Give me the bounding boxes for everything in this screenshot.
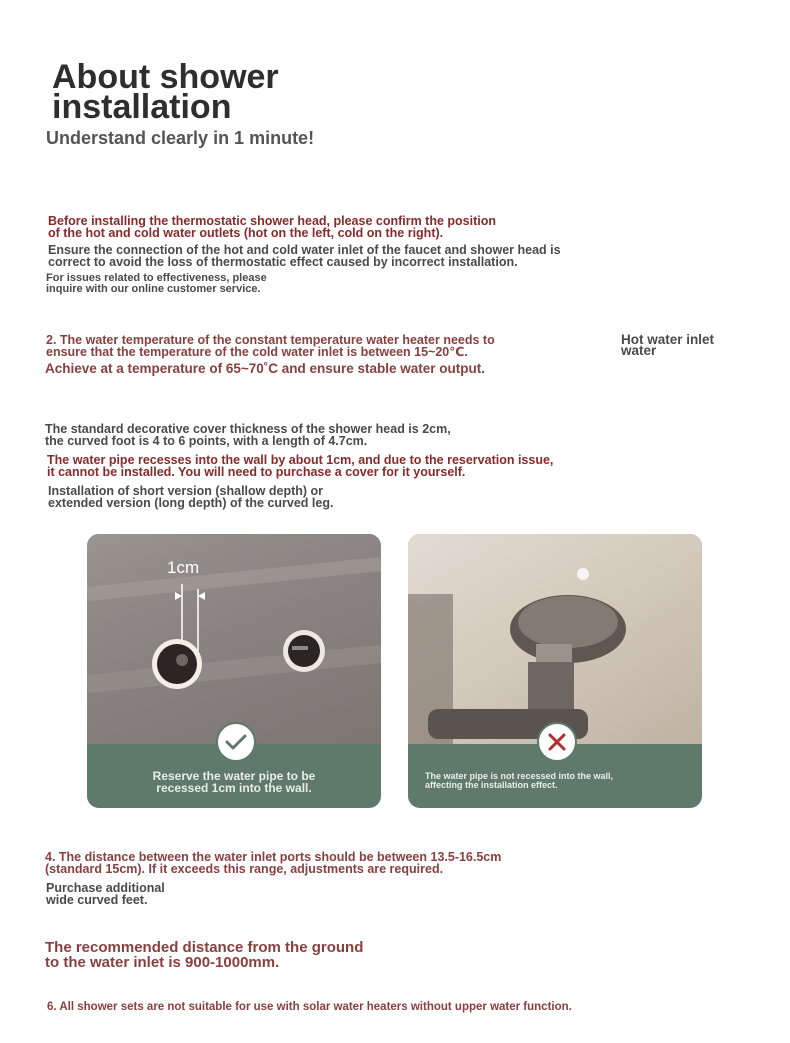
recessed-pipe-illustration xyxy=(87,534,381,744)
page-subtitle: Understand clearly in 1 minute! xyxy=(46,128,315,148)
correct-installation-caption: Reserve the water pipe to be recessed 1cm into the wall. xyxy=(152,769,316,795)
connection-note: Ensure the connection of the hot and cold water inlet of the faucet and shower head is correct to avoid the loss of thermostatic effect caused by incorrect installation. xyxy=(48,243,561,269)
check-icon xyxy=(216,722,256,762)
protruding-pipe-illustration xyxy=(408,534,702,744)
inlet-distance-note: 4. The distance between the water inlet ports should be between 13.5-16.5cm (standard 15cm). If it exceeds this range, adjustments are required. xyxy=(45,850,502,876)
cover-thickness-note: The standard decorative cover thickness of the shower head is 2cm, the curved foot is 4 to 6 points, with a length of 4.7cm. xyxy=(45,422,451,448)
temperature-requirement: 2. The water temperature of the constant temperature water heater needs to ensure that the temperature of the cold water inlet is between 15~20℃. xyxy=(46,333,495,359)
recessed-pipe-photo xyxy=(87,534,381,744)
recess-warning: The water pipe recesses into the wall by about 1cm, and due to the reservation issue, it cannot be installed. You will need to purchase a cover for it yourself. xyxy=(47,453,554,479)
correct-installation-card xyxy=(87,534,381,808)
cross-icon xyxy=(537,722,577,762)
ground-distance-note: The recommended distance from the ground to the water inlet is 900-1000mm. xyxy=(45,939,364,971)
page-title: About shower installation xyxy=(52,58,279,126)
customer-service-note: For issues related to effectiveness, please inquire with our online customer service. xyxy=(46,272,267,295)
version-note: Installation of short version (shallow depth) or extended version (long depth) of the curved leg. xyxy=(48,484,334,510)
measurement-label: 1cm xyxy=(167,558,200,577)
solar-heater-note: 6. All shower sets are not suitable for use with solar water heaters without upper water function. xyxy=(47,1001,572,1013)
protruding-pipe-photo xyxy=(408,534,702,744)
incorrect-installation-card xyxy=(408,534,702,808)
temperature-result: Achieve at a temperature of 65~70˚C and ensure stable water output. xyxy=(45,361,486,376)
purchase-feet-note: Purchase additional wide curved feet. xyxy=(46,881,165,907)
hot-water-inlet-label: Hot water inlet water xyxy=(621,332,715,358)
outlet-position-warning: Before installing the thermostatic shower head, please confirm the position of the hot and cold water outlets (hot on the left, cold on the right). xyxy=(48,214,496,240)
incorrect-installation-caption: The water pipe is not recessed into the wall, affecting the installation effect. xyxy=(425,771,614,790)
